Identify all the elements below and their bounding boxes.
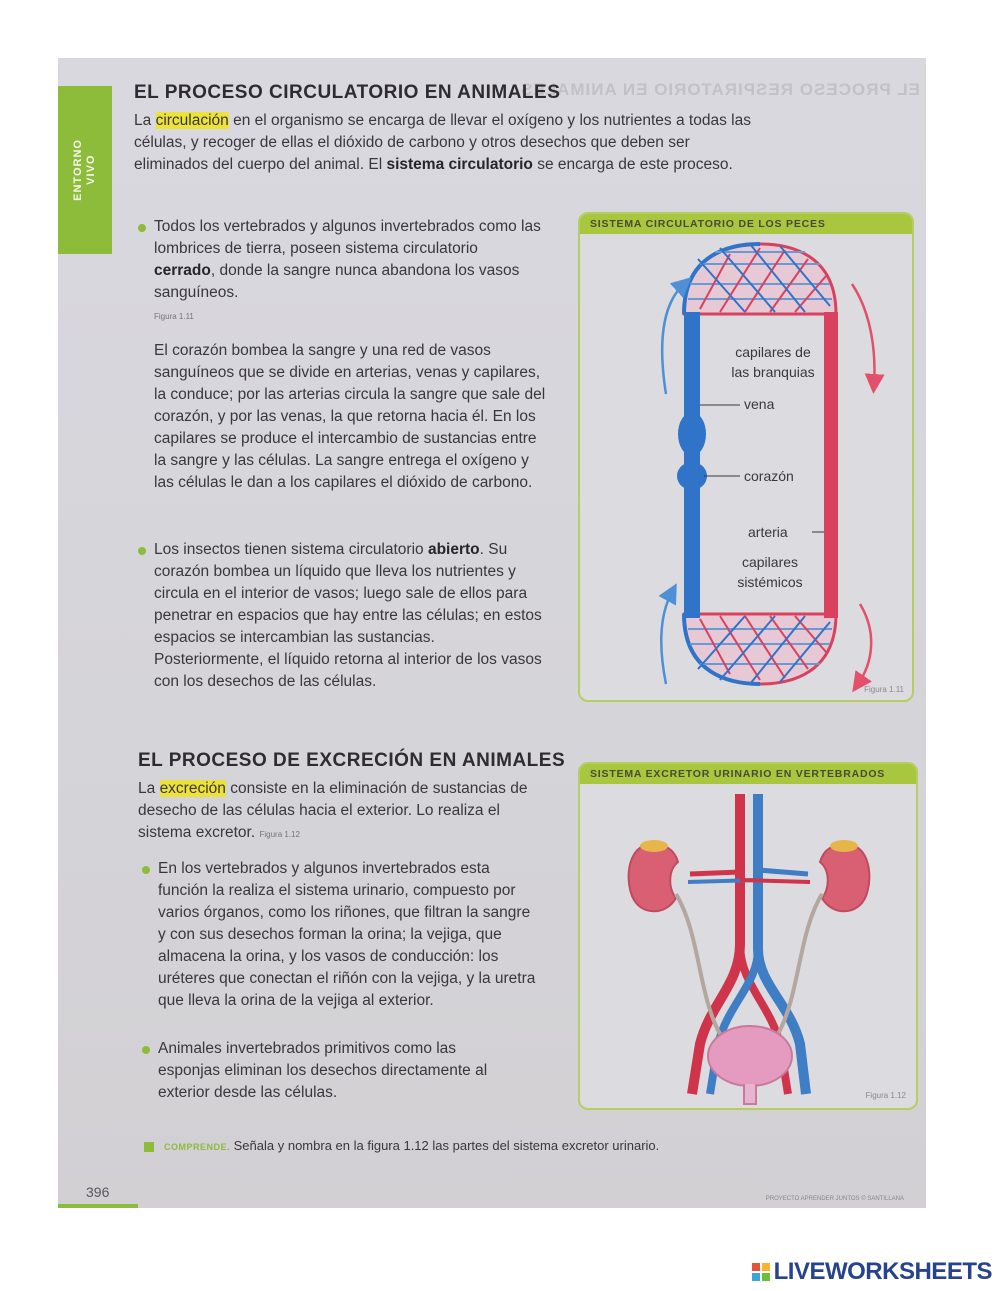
left-adrenal-gland — [640, 840, 668, 852]
bullet-marker — [138, 224, 146, 232]
renal-artery — [740, 880, 810, 882]
primitive-invertebrates-bullet: Animales invertebrados primitivos como las esponjas eliminan los desechos directamente al exterior desde las células. — [158, 1040, 488, 1101]
publisher-reference: PROYECTO APRENDER JUNTOS © SANTILLANA — [765, 1196, 904, 1202]
section-title-circulatory: EL PROCESO CIRCULATORIO EN ANIMALES — [134, 82, 561, 103]
brand-wordmark: LIVEWORKSHEETS — [773, 1258, 992, 1285]
bladder — [708, 1026, 792, 1086]
label-systemic-capillaries: capilares sistémicos — [737, 554, 803, 590]
figure-ref-1-12: Figura 1.12 — [259, 830, 300, 839]
highlight-circulacion: circulación — [155, 112, 229, 129]
renal-vein — [758, 870, 808, 874]
label-vein: vena — [744, 396, 775, 412]
figure-fish-circulatory — [578, 212, 914, 702]
flow-arrow-up — [662, 284, 684, 394]
liveworksheets-logo — [752, 1257, 992, 1287]
urethra — [744, 1084, 756, 1104]
open-system-bullet: Los insectos tienen sistema circulatorio abierto. Su corazón bombea un líquido que lleva los nutrientes y circula en el interior de vasos; luego sale de ellos para penetrar en espacios que hay entre las células; en estos espacios se intercambian las sustancias. Posteriormente, el líquido retorna al interior de los vasos con los desechos de las células. — [154, 541, 542, 690]
urinary-system-diagram — [580, 764, 916, 1108]
circulatory-intro: La circulación en el organismo se encarga de llevar el oxígeno y los nutrientes a todas las células, y recoger de ellas el dióxido de carbono y otros desechos que deben ser eliminados del cuerpo del animal. El sistema circulatorio se encarga de este proceso. — [134, 112, 751, 173]
figure-title: SISTEMA CIRCULATORIO DE LOS PECES — [580, 214, 912, 234]
brand-grid-icon — [752, 1263, 770, 1281]
heart-chamber — [678, 412, 706, 456]
figure-urinary-system — [578, 762, 918, 1110]
gill-capillaries — [684, 244, 836, 314]
excretion-intro: La excreción consiste en la eliminación de sustancias de desecho de las células hacia el exterior. Lo realiza el sistema excretor. Figura 1.12 — [138, 780, 528, 841]
side-tab-label: ENTORNO VIVO — [72, 139, 97, 201]
flow-arrow-down — [852, 284, 874, 384]
urinary-system-bullet: En los vertebrados y algunos invertebrados esta función la realiza el sistema urinario, compuesto por varios órganos, como los riñones, que filtran la sangre y con sus desechos forman la orina; la vejiga, que almacena la orina, y los vasos de conducción: los uréteres que conectan el riñón con la vejiga, y la uretra que lleva la orina de la vejiga al exterior. — [158, 860, 536, 1009]
right-adrenal-gland — [830, 840, 858, 852]
figure-ref: Figura 1.12 — [865, 1091, 906, 1100]
textbook-page-photo — [58, 58, 926, 1208]
fish-circulation-diagram — [580, 214, 912, 700]
section-title-excretion: EL PROCESO DE EXCRECIÓN EN ANIMALES — [138, 750, 566, 771]
task-marker — [144, 1142, 154, 1152]
label-gill-capillaries: capilares de las branquias — [731, 344, 815, 380]
task-label: COMPRENDE. — [164, 1142, 231, 1152]
bullet-marker — [142, 866, 150, 874]
comprehension-task — [144, 1138, 659, 1153]
renal-artery — [690, 872, 740, 874]
flow-arrow-down — [858, 604, 871, 684]
left-kidney — [629, 844, 678, 911]
bullet-marker — [142, 1046, 150, 1054]
systemic-capillaries — [684, 614, 836, 684]
right-kidney — [820, 844, 869, 911]
heart-chamber — [677, 462, 707, 490]
bullet-marker — [138, 547, 146, 555]
section-side-tab — [58, 86, 112, 254]
figure-title: SISTEMA EXCRETOR URINARIO EN VERTEBRADOS — [580, 764, 916, 784]
flow-arrow-up — [661, 592, 672, 684]
figure-ref: Figura 1.11 — [864, 685, 904, 694]
task-text: Señala y nombra en la figura 1.12 las partes del sistema excretor urinario. — [233, 1138, 660, 1153]
heart-paragraph: El corazón bombea la sangre y una red de vasos sanguíneos que se divide en arterias, venas y capilares, la conduce; por las arterias circula la sangre que sale del corazón, y por las venas, la que retorna hacia él. En los capilares se produce el intercambio de sustancias entre la sangre y las células. La sangre entrega el oxígeno y las células le dan a los capilares el dióxido de carbono. — [154, 342, 546, 491]
page-number: 396 — [86, 1184, 110, 1200]
label-artery: arteria — [748, 524, 788, 540]
bleed-through-heading: EL PROCESO RESPIRATORIO EN ANIMALES — [520, 80, 920, 99]
figure-ref-1-11: Figura 1.11 — [154, 312, 194, 321]
closed-system-bullet: Todos los vertebrados y algunos invertebrados como las lombrices de tierra, poseen sistema circulatorio cerrado, donde la sangre nunca abandona los vasos sanguíneos. Figura 1.11 — [154, 218, 541, 321]
highlight-excrecion: excreción — [159, 780, 226, 797]
page-number-bar — [58, 1204, 138, 1208]
label-heart: corazón — [744, 468, 794, 484]
